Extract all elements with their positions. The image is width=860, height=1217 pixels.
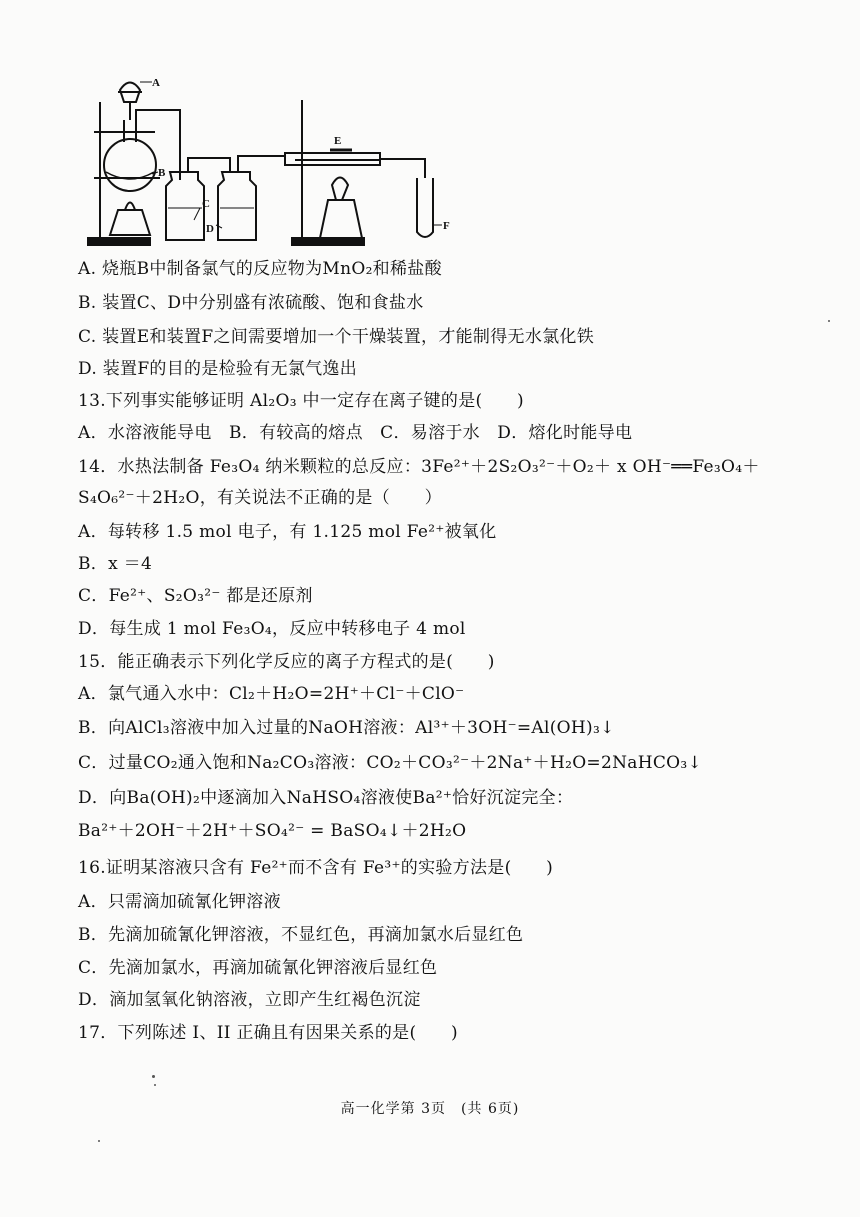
label-b: B bbox=[158, 167, 166, 179]
label-d: D bbox=[206, 223, 214, 235]
label-a: A bbox=[152, 77, 160, 89]
q16-stem: 16.证明某溶液只含有 Fe²⁺而不含有 Fe³⁺的实验方法是( ) bbox=[78, 858, 554, 878]
q16-option-a: A．只需滴加硫氰化钾溶液 bbox=[78, 892, 281, 912]
q13-options: A．水溶液能导电 B．有较高的熔点 C．易溶于水 D．熔化时能导电 bbox=[78, 423, 633, 443]
apparatus-diagram bbox=[80, 60, 480, 250]
q14-stem-line1: 14．水热法制备 Fe₃O₄ 纳米颗粒的总反应：3Fe²⁺＋2S₂O₃²⁻＋O₂＋ x OH⁻══Fe₃O₄＋ bbox=[78, 457, 760, 477]
q12-option-d: D. 装置F的目的是检验有无氯气逸出 bbox=[78, 359, 358, 379]
q15-option-b: B．向AlCl₃溶液中加入过量的NaOH溶液：Al³⁺＋3OH⁻=Al(OH)₃↓ bbox=[78, 718, 615, 738]
scan-speck bbox=[154, 1084, 156, 1086]
q14-option-c: C．Fe²⁺、S₂O₃²⁻ 都是还原剂 bbox=[78, 586, 313, 606]
q14-option-b: B．x ＝4 bbox=[78, 554, 153, 574]
q17-stem: 17．下列陈述 I、II 正确且有因果关系的是( ) bbox=[78, 1023, 458, 1043]
scan-speck bbox=[152, 1075, 155, 1078]
label-e: E bbox=[334, 135, 342, 147]
q15-option-a: A．氯气通入水中：Cl₂＋H₂O=2H⁺＋Cl⁻＋ClO⁻ bbox=[78, 684, 465, 704]
q15-option-d-line2: Ba²⁺＋2OH⁻＋2H⁺＋SO₄²⁻ = BaSO₄↓＋2H₂O bbox=[78, 821, 467, 841]
q12-option-a: A. 烧瓶B中制备氯气的反应物为MnO₂和稀盐酸 bbox=[78, 259, 442, 279]
label-c: C bbox=[202, 198, 210, 210]
q14-option-a: A．每转移 1.5 mol 电子，有 1.125 mol Fe²⁺被氧化 bbox=[78, 522, 497, 542]
q16-option-c: C．先滴加氯水，再滴加硫氰化钾溶液后显红色 bbox=[78, 958, 438, 978]
scan-speck bbox=[98, 1140, 100, 1142]
q15-option-d-line1: D．向Ba(OH)₂中逐滴加入NaHSO₄溶液使Ba²⁺恰好沉淀完全： bbox=[78, 788, 574, 808]
q14-stem-line2: S₄O₆²⁻＋2H₂O，有关说法不正确的是（ ） bbox=[78, 488, 442, 508]
q12-option-b: B. 装置C、D中分别盛有浓硫酸、饱和食盐水 bbox=[78, 293, 424, 313]
label-f: F bbox=[443, 220, 450, 232]
q12-option-c: C. 装置E和装置F之间需要增加一个干燥装置，才能制得无水氯化铁 bbox=[78, 327, 595, 347]
page-footer: 高一化学第 3页 (共 6页) bbox=[340, 1101, 520, 1117]
q16-option-b: B．先滴加硫氰化钾溶液，不显红色，再滴加氯水后显红色 bbox=[78, 925, 524, 945]
q15-option-c: C．过量CO₂通入饱和Na₂CO₃溶液：CO₂＋CO₃²⁻＋2Na⁺＋H₂O=2NaHCO₃↓ bbox=[78, 753, 703, 773]
q15-stem: 15．能正确表示下列化学反应的离子方程式的是( ) bbox=[78, 652, 495, 672]
q13-stem: 13.下列事实能够证明 Al₂O₃ 中一定存在离子键的是( ) bbox=[78, 391, 524, 411]
q16-option-d: D．滴加氢氧化钠溶液，立即产生红褐色沉淀 bbox=[78, 990, 421, 1010]
q14-option-d: D．每生成 1 mol Fe₃O₄，反应中转移电子 4 mol bbox=[78, 619, 466, 639]
scan-speck bbox=[828, 320, 830, 322]
